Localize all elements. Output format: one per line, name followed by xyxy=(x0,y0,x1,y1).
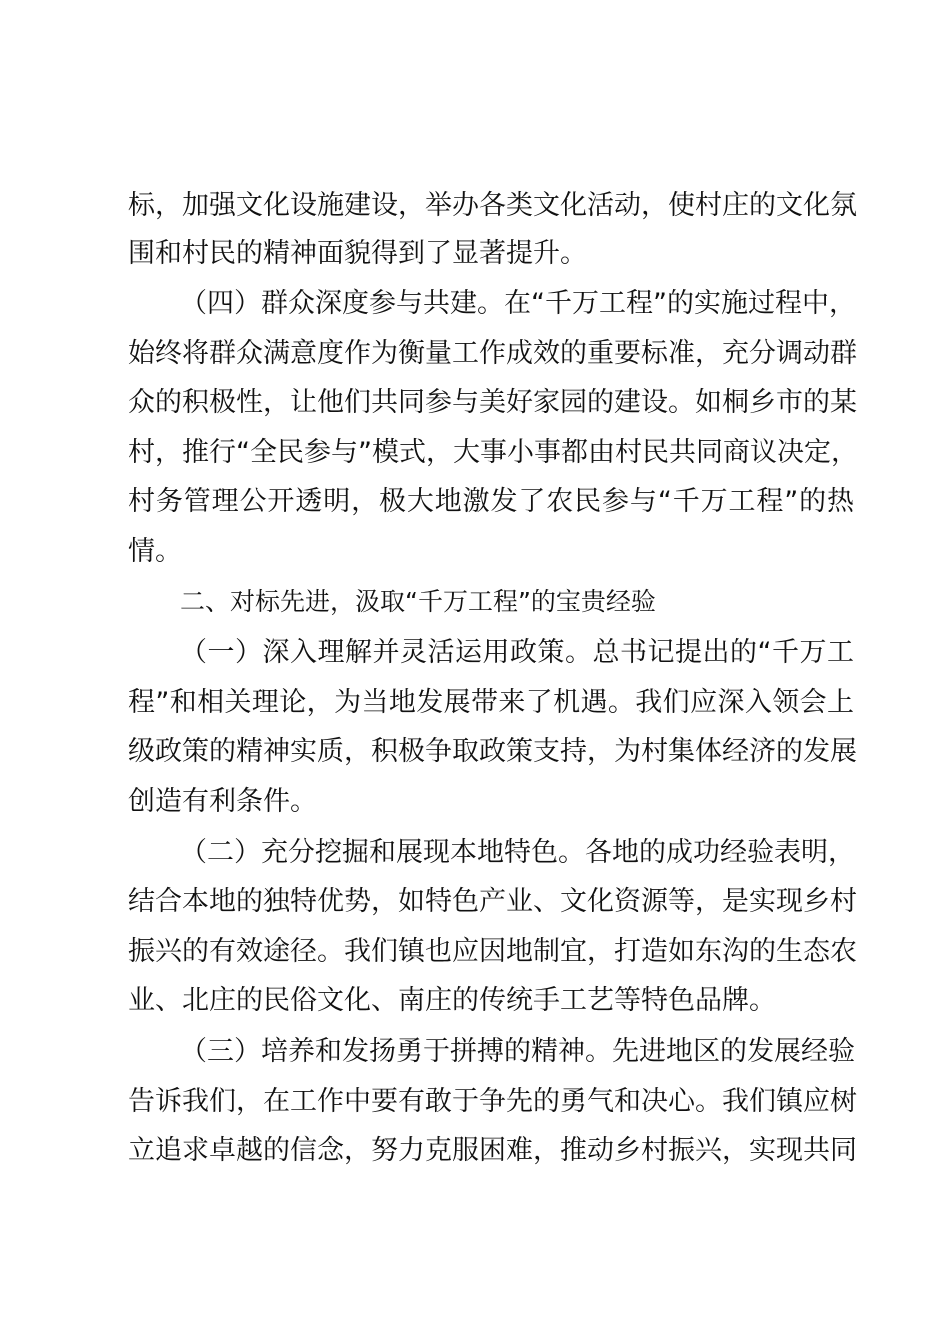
text-line: 村，推行“全民参与”模式，大事小事都由村民共同商议决定， xyxy=(128,437,858,468)
paragraph-1-heading-line: （一）深入理解并灵活运用政策。总书记提出的“千万工 xyxy=(180,637,854,668)
paragraph-3-heading-line: （三）培养和发扬勇于拼搏的精神。先进地区的发展经验 xyxy=(180,1036,855,1067)
text-line: 标，加强文化设施建设，举办各类文化活动，使村庄的文化氛 xyxy=(128,190,857,221)
section-heading: 二、对标先进，汲取“千万工程”的宝贵经验 xyxy=(180,587,656,616)
text-line: 情。 xyxy=(128,536,182,567)
text-line: 业、北庄的民俗文化、南庄的传统手工艺等特色品牌。 xyxy=(128,985,776,1016)
text-line: 振兴的有效途径。我们镇也应因地制宜，打造如东沟的生态农 xyxy=(128,936,857,967)
text-line: 创造有利条件。 xyxy=(128,786,317,817)
text-line: 级政策的精神实质，积极争取政策支持，为村集体经济的发展 xyxy=(128,736,857,767)
text-line: 始终将群众满意度作为衡量工作成效的重要标准，充分调动群 xyxy=(128,338,857,369)
paragraph-4-heading-line: （四）群众深度参与共建。在“千万工程”的实施过程中， xyxy=(180,288,856,319)
text-line: 立追求卓越的信念，努力克服困难，推动乡村振兴，实现共同 xyxy=(128,1135,857,1166)
text-line: 告诉我们，在工作中要有敢于争先的勇气和决心。我们镇应树 xyxy=(128,1086,857,1117)
text-line: 围和村民的精神面貌得到了显著提升。 xyxy=(128,238,587,269)
text-line: 程”和相关理论，为当地发展带来了机遇。我们应深入领会上 xyxy=(128,687,854,718)
text-line: 村务管理公开透明，极大地激发了农民参与“千万工程”的热 xyxy=(128,486,854,517)
text-line: 众的积极性，让他们共同参与美好家园的建设。如桐乡市的某 xyxy=(128,387,857,418)
text-line: 结合本地的独特优势，如特色产业、文化资源等，是实现乡村 xyxy=(128,886,857,917)
paragraph-2-heading-line: （二）充分挖掘和展现本地特色。各地的成功经验表明， xyxy=(180,837,855,868)
